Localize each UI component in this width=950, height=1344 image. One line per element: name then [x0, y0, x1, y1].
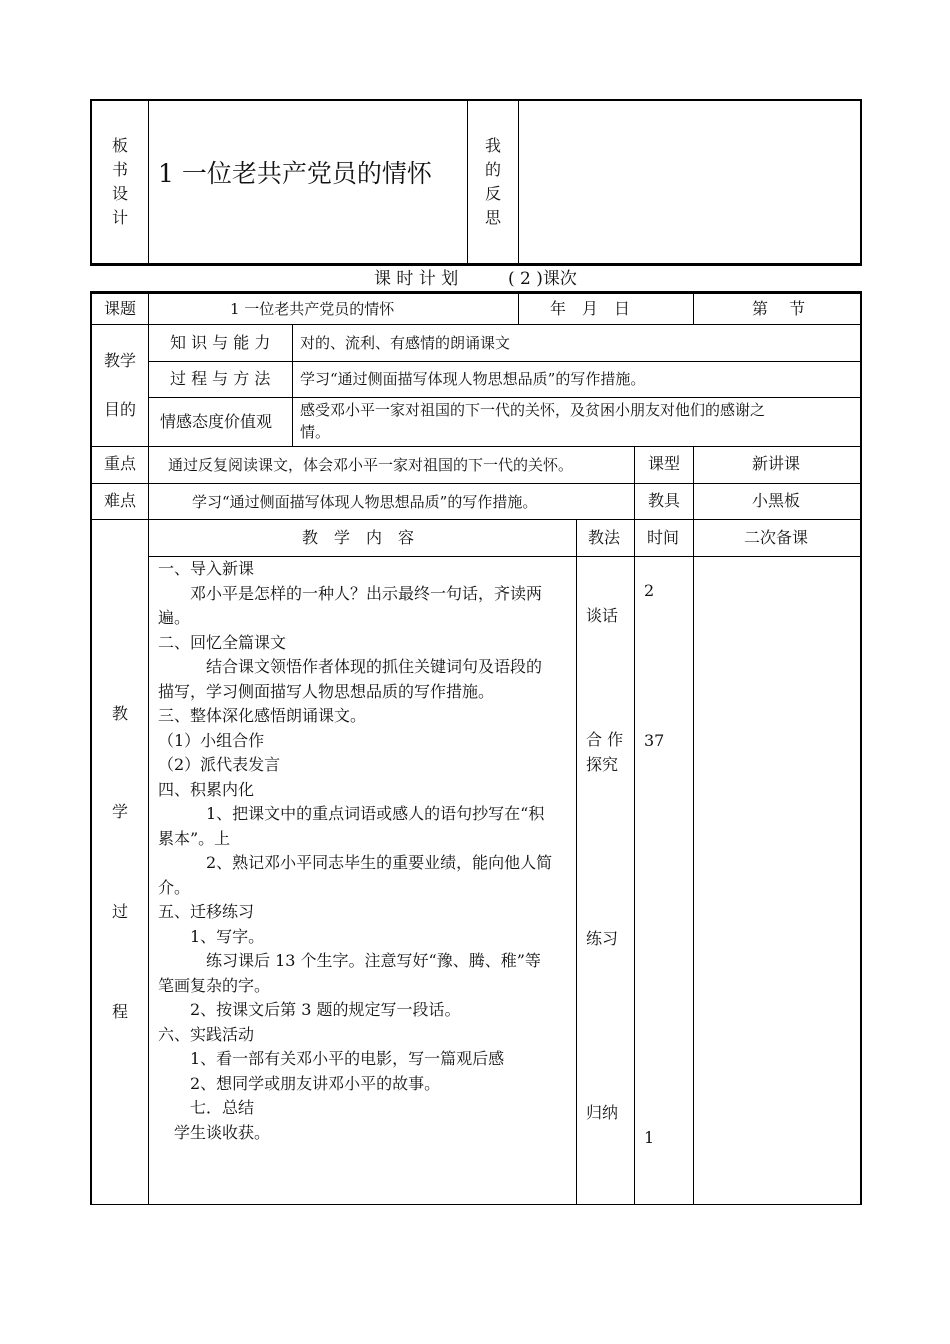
- second-prep-header: 二次备课: [744, 528, 809, 547]
- board-design-label: 板 书 设 计: [111, 136, 128, 227]
- method-explore: 探究: [586, 755, 619, 774]
- process-content: [158, 557, 572, 1145]
- goal-emotion-text-1: 感受邓小平一家对祖国的下一代的关怀，及贫困小朋友对他们的感谢之: [300, 401, 766, 419]
- method-cooperate: 合 作: [586, 730, 624, 749]
- board-title: 1 一位老共产党员的情怀: [158, 159, 432, 188]
- content-line: （1）小组合作: [158, 730, 265, 750]
- goal-knowledge-text: 对的、流利、有感情的朗诵课文: [300, 334, 511, 352]
- goals-label-top: 教学: [104, 351, 137, 370]
- key-label: 重点: [104, 454, 137, 473]
- goal-emotion-text-2: 情。: [300, 423, 331, 441]
- date-field: 年 月 日: [550, 299, 631, 318]
- goal-emotion-label: 情感态度价值观: [160, 412, 273, 431]
- time-summary: 1: [644, 1128, 655, 1147]
- content-line: 一、导入新课: [158, 559, 255, 578]
- method-header: 教法: [588, 528, 621, 547]
- content-line: 三、整体深化感悟朗诵课文。: [158, 706, 367, 725]
- lesson-type-label: 课型: [648, 454, 681, 473]
- process-label-1: 教: [112, 704, 129, 723]
- content-line: 2、想同学或朋友讲邓小平的故事。: [158, 1073, 441, 1093]
- topic-label: 课题: [104, 299, 137, 318]
- time-main: 37: [644, 731, 665, 750]
- content-line: 结合课文领悟作者体现的抓住关键词句及语段的: [158, 657, 543, 676]
- reflection-label: 我 的 反 思: [484, 136, 501, 227]
- method-talk: 谈话: [586, 606, 619, 625]
- plan-header-label: 课 时 计 划: [374, 269, 459, 289]
- content-line: 练习课后 13 个生字。注意写好“豫、腾、稚”等: [158, 951, 541, 970]
- section-field: 第 节: [752, 299, 806, 318]
- content-line: 五、迁移练习: [158, 902, 255, 921]
- content-line: 四、积累内化: [158, 779, 255, 799]
- time-intro: 2: [644, 581, 655, 600]
- content-line: 七．总结: [158, 1098, 255, 1117]
- content-line: 描写，学习侧面描写人物思想品质的写作措施。: [158, 681, 495, 701]
- method-summarize: 归纳: [586, 1103, 619, 1122]
- content-line: 介。: [158, 877, 191, 897]
- lesson-type-value: 新讲课: [752, 454, 801, 473]
- content-line: （2）派代表发言: [158, 755, 281, 774]
- content-line: 邓小平是怎样的一种人？出示最终一句话，齐读两: [158, 583, 543, 603]
- goal-process-label: 过 程 与 方 法: [170, 369, 271, 388]
- teaching-tool-value: 小黑板: [752, 491, 801, 510]
- process-label-3: 过: [112, 902, 129, 921]
- topic-title: 1 一位老共产党员的情怀: [230, 300, 395, 318]
- content-line: 学生谈收获。: [158, 1122, 271, 1142]
- key-text: 通过反复阅读课文，体会邓小平一家对祖国的下一代的关怀。: [168, 456, 574, 474]
- process-label-2: 学: [112, 802, 129, 821]
- content-line: 遍。: [158, 608, 191, 627]
- content-line: 1、写字。: [158, 926, 265, 946]
- content-line: 2、按课文后第 3 题的规定写一段话。: [158, 1000, 461, 1019]
- method-practice: 练习: [586, 929, 619, 948]
- content-line: 二、回忆全篇课文: [158, 632, 287, 652]
- time-header: 时间: [647, 528, 680, 547]
- process-label-4: 程: [112, 1002, 129, 1021]
- difficult-label: 难点: [104, 491, 137, 510]
- goal-knowledge-label: 知 识 与 能 力: [170, 333, 271, 352]
- content-header: 教 学 内 容: [302, 528, 415, 547]
- content-line: 累本”。上: [158, 828, 231, 848]
- content-line: 1、看一部有关邓小平的电影，写一篇观后感: [158, 1049, 505, 1068]
- content-line: 六、实践活动: [158, 1024, 255, 1044]
- goal-process-text: 学习“通过侧面描写体现人物思想品质”的写作措施。: [300, 370, 646, 388]
- content-line: 笔画复杂的字。: [158, 975, 271, 995]
- plan-header-lesson: ( 2 )课次: [508, 269, 577, 289]
- difficult-text: 学习“通过侧面描写体现人物思想品质”的写作措施。: [192, 493, 538, 511]
- goals-label-bottom: 目的: [104, 400, 137, 419]
- content-line: 2、熟记邓小平同志毕生的重要业绩，能向他人简: [158, 853, 553, 872]
- teaching-tool-label: 教具: [648, 491, 681, 510]
- content-line: 1、把课文中的重点词语或感人的语句抄写在“积: [158, 804, 545, 823]
